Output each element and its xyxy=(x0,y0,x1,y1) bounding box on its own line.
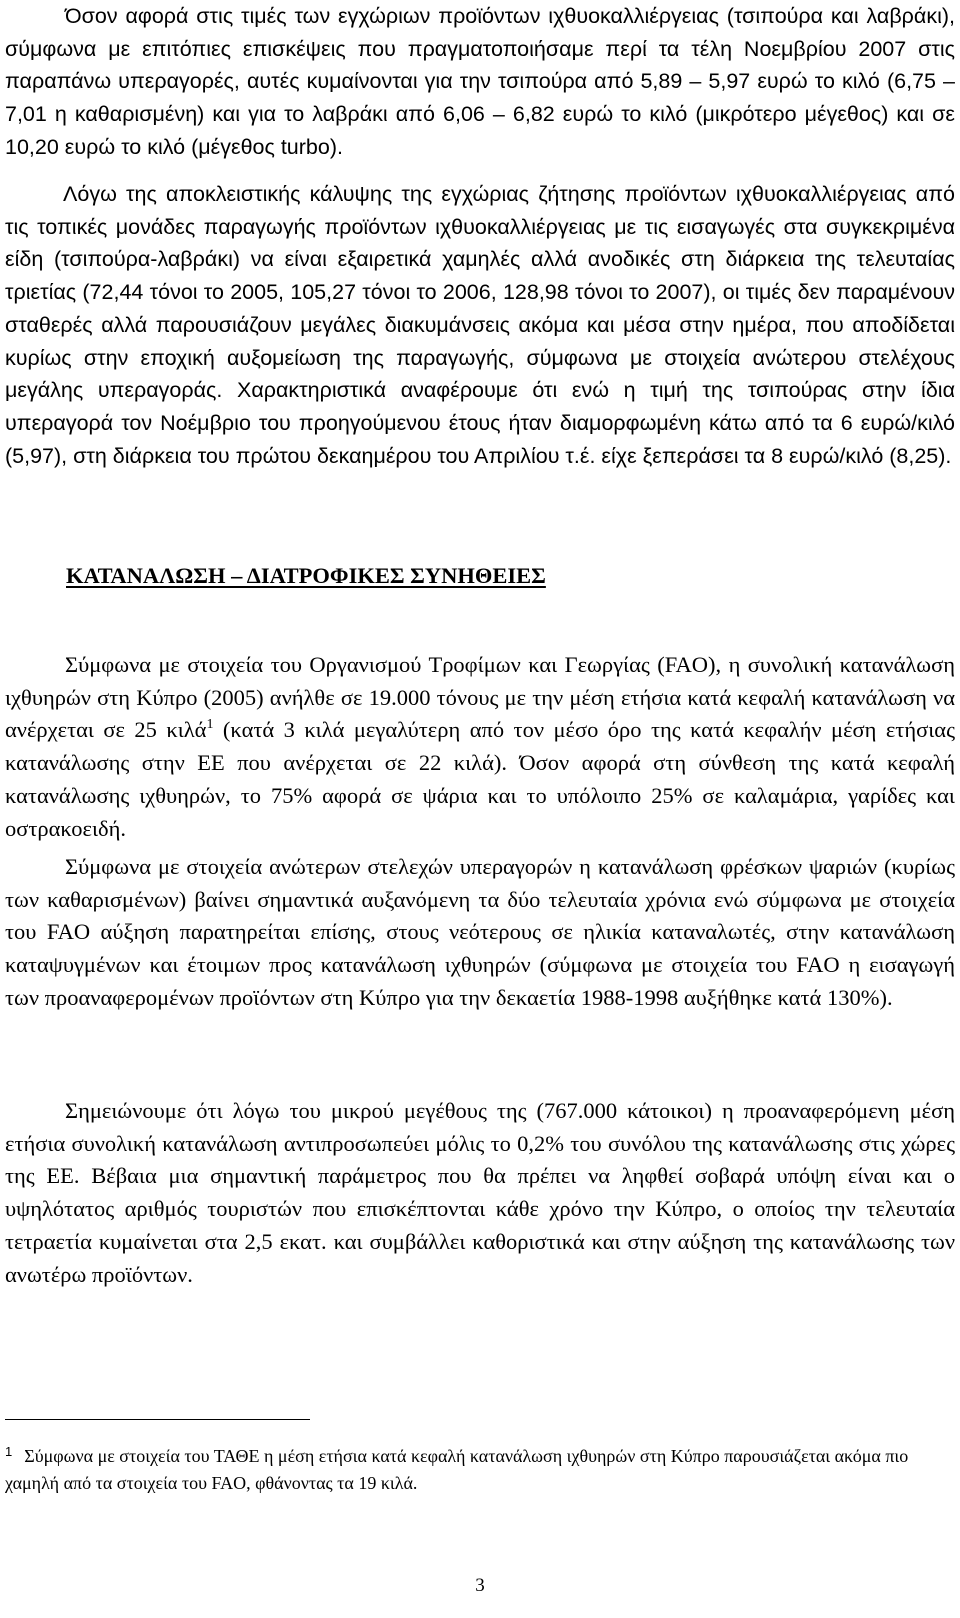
paragraph-population-note: Σημειώνουμε ότι λόγω του μικρού μεγέθους της (767.000 κάτοικοι) η προαναφερόμενη μέση ετήσια συνολική κατανάλωση αντιπροσωπεύει μόλις το 0,2% του συνόλου της κατανάλωσης στις χώρες της ΕΕ. Βέβαια μια σημαντική παράμετρος που θα πρέπει να ληφθεί σοβαρά υπόψη είναι και ο υψηλότατος αριθμός τουριστών που επισκέπτονται κάθε χρόνο την Κύπρο, ο οποίος την τελευταία τετραετία κυμαίνεται στα 2,5 εκατ. και συμβάλλει καθοριστικά και στην αύξηση της κατανάλωσης των ανωτέρω προϊόντων. xyxy=(5,1098,955,1287)
paragraph-text-part: (κατά 3 κιλά μεγαλύτερη από τον μέσο όρο της κατά κεφαλήν μέση ετήσιας κατανάλωσης στην ΕΕ που ανέρχεται σε 22 κιλά). Όσον αφορά στη σύνθεση της κατά κεφαλή κατανάλωσης ιχθυηρών, το 75% αφορά σε ψάρια και το υπόλοιπο 25% σε καλαμάρια, γαρίδες και οστρακοειδή. xyxy=(5,717,955,841)
footnote xyxy=(5,1443,955,1497)
page-number: 3 xyxy=(475,1575,485,1596)
section-heading: ΚΑΤΑΝΑΛΩΣΗ – ΔΙΑΤΡΟΦΙΚΕΣ ΣΥΝΗΘΕΙΕΣ xyxy=(66,563,546,588)
footnote-reference: 1 xyxy=(206,717,214,733)
paragraph-local-prices: Όσον αφορά στις τιμές των εγχώριων προϊόντων ιχθυοκαλλιέργειας (τσιπούρα και λαβράκι), σύμφωνα με επιτόπιες επισκέψεις που πραγματοποιήσαμε περί τα τέλη Νοεμβρίου 2007 στις παραπάνω υπεραγορές, αυτές κυμαίνονται για την τσιπούρα από 5,89 – 5,97 ευρώ το κιλό (6,75 – 7,01 η καθαρισμένη) και για το λαβράκι από 6,06 – 6,82 ευρώ το κιλό (μικρότερο μέγεθος) και σε 10,20 ευρώ το κιλό (μέγεθος turbo). xyxy=(5,4,955,159)
footnote-mark: 1 xyxy=(5,1444,13,1459)
paragraph-fao-consumption xyxy=(5,649,955,845)
paragraph-fresh-fish-consumption: Σύμφωνα με στοιχεία ανώτερων στελεχών υπεραγορών η κατανάλωση φρέσκων ψαριών (κυρίως των καθαρισμένων) βαίνει σημαντικά αυξανόμενη τα δύο τελευταία χρόνια ενώ σύμφωνα με στοιχεία του FAO αύξηση παρατηρείται επίσης, στους νεότερους σε ηλικία καταναλωτές, στην κατανάλωση καταψυγμένων και έτοιμων προς κατανάλωση ιχθυηρών (σύμφωνα με στοιχεία του FAO η εισαγωγή των προαναφερομένων προϊόντων στη Κύπρο για την δεκαετία 1988-1998 αυξήθηκε κατά 130%). xyxy=(5,854,955,1010)
paragraph-text-part: Σύμφωνα με στοιχεία του Οργανισμού Τροφίμων και Γεωργίας (FAO), η συνολική κατανάλωση ιχθυηρών στη Κύπρο (2005) ανήλθε σε 19.000 τόνους με την μέση ετήσια κατά κεφαλή κατανάλωση να ανέρχεται σε 25 κιλά xyxy=(5,652,955,743)
footnote-text: Σύμφωνα με στοιχεία του ΤΑΘΕ η μέση ετήσια κατά κεφαλή κατανάλωση ιχθυηρών στη Κύπρο παρουσιάζεται ακόμα πιο χαμηλή από τα στοιχεία του FAO, φθάνοντας τα 19 κιλά. xyxy=(5,1446,909,1493)
paragraph-price-fluctuations: Λόγω της αποκλειστικής κάλυψης της εγχώριας ζήτησης προϊόντων ιχθυοκαλλιέργειας από τις τοπικές μονάδες παραγωγής προϊόντων ιχθυοκαλλιέργειας με τις εισαγωγές στα συγκεκριμένα είδη (τσιπούρα-λαβράκι) να είναι εξαιρετικά χαμηλές αλλά ανοδικές στη διάρκεια της τελευταίας τριετίας (72,44 τόνοι το 2005, 105,27 τόνοι το 2006, 128,98 τόνοι το 2007), οι τιμές δεν παραμένουν σταθερές αλλά παρουσιάζουν μεγάλες διακυμάνσεις ακόμα και μέσα στην ημέρα, που αποδίδεται κυρίως στην εποχική αυξομείωση της παραγωγής, σύμφωνα με στοιχεία ανώτερου στελέχους μεγάλης υπεραγοράς. Χαρακτηριστικά αναφέρουμε ότι ενώ η τιμή της τσιπούρας στην ίδια υπεραγορά τον Νοέμβριο του προηγούμενου έτους ήταν διαμορφωμένη κάτω από τα 6 ευρώ/κιλό (5,97), στη διάρκεια του πρώτου δεκαημέρου του Απριλίου τ.έ. είχε ξεπεράσει τα 8 ευρώ/κιλό (8,25). xyxy=(5,182,955,468)
footnote-separator xyxy=(5,1419,310,1420)
